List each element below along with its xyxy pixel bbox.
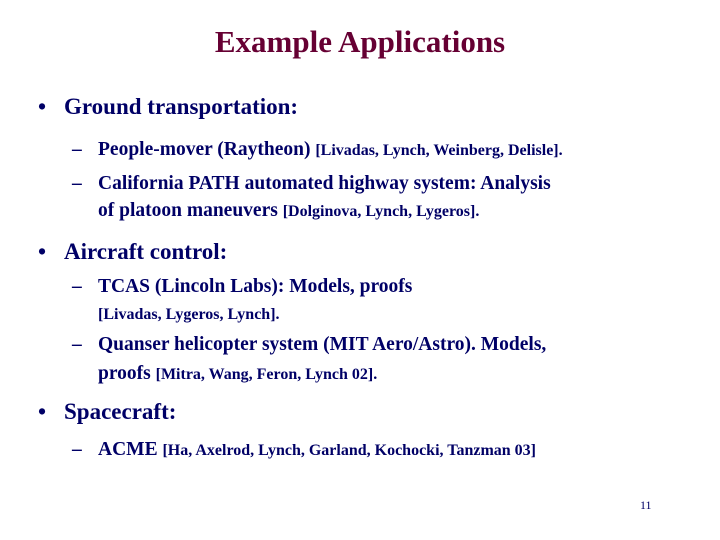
bullet-aircraft-control xyxy=(38,239,228,265)
bullet-ground-transportation xyxy=(38,94,299,120)
sub-item-reference: [Mitra, Wang, Feron, Lynch 02]. xyxy=(155,366,378,383)
sub-item-acme xyxy=(72,439,536,461)
sub-item-text: ACME xyxy=(98,439,158,460)
sub-item-text-line1: California PATH automated highway system: Analysis xyxy=(98,173,551,194)
bullet-icon: • xyxy=(38,239,47,264)
sub-item-text-line1: Quanser helicopter system (MIT Aero/Astro). Models, xyxy=(98,334,547,355)
dash-icon: – xyxy=(72,334,82,355)
slide-title: Example Applications xyxy=(214,24,506,59)
dash-icon: – xyxy=(72,139,82,160)
bullet-spacecraft xyxy=(38,399,177,425)
sub-item-text: TCAS (Lincoln Labs): Models, proofs xyxy=(98,276,413,297)
dash-icon: – xyxy=(72,173,82,194)
bullet-icon: • xyxy=(38,94,47,119)
sub-item-text-line2: proofs xyxy=(98,363,151,384)
sub-item-reference: [Livadas, Lynch, Weinberg, Delisle]. xyxy=(315,142,563,159)
dash-icon: – xyxy=(72,276,82,297)
page-number: 11 xyxy=(640,498,652,512)
dash-icon: – xyxy=(72,439,82,460)
sub-item-california-path-continued xyxy=(98,200,479,222)
bullet-heading: Aircraft control: xyxy=(64,239,228,264)
sub-item-reference: [Ha, Axelrod, Lynch, Garland, Kochocki, Tanzman 03] xyxy=(162,442,536,459)
sub-item-text-line2: of platoon maneuvers xyxy=(98,200,278,221)
bullet-icon: • xyxy=(38,399,47,424)
sub-item-quanser-continued xyxy=(98,363,377,385)
sub-item-text: People-mover (Raytheon) xyxy=(98,139,311,160)
sub-item-california-path xyxy=(72,173,551,195)
sub-item-tcas xyxy=(72,276,413,298)
sub-item-reference: [Dolginova, Lynch, Lygeros]. xyxy=(282,203,480,220)
bullet-heading: Spacecraft: xyxy=(64,399,177,424)
sub-item-people-mover xyxy=(72,139,563,161)
bullet-heading: Ground transportation: xyxy=(64,94,299,119)
sub-item-reference: [Livadas, Lygeros, Lynch]. xyxy=(98,306,280,323)
sub-item-quanser xyxy=(72,334,547,356)
sub-item-tcas-reference xyxy=(98,303,280,325)
